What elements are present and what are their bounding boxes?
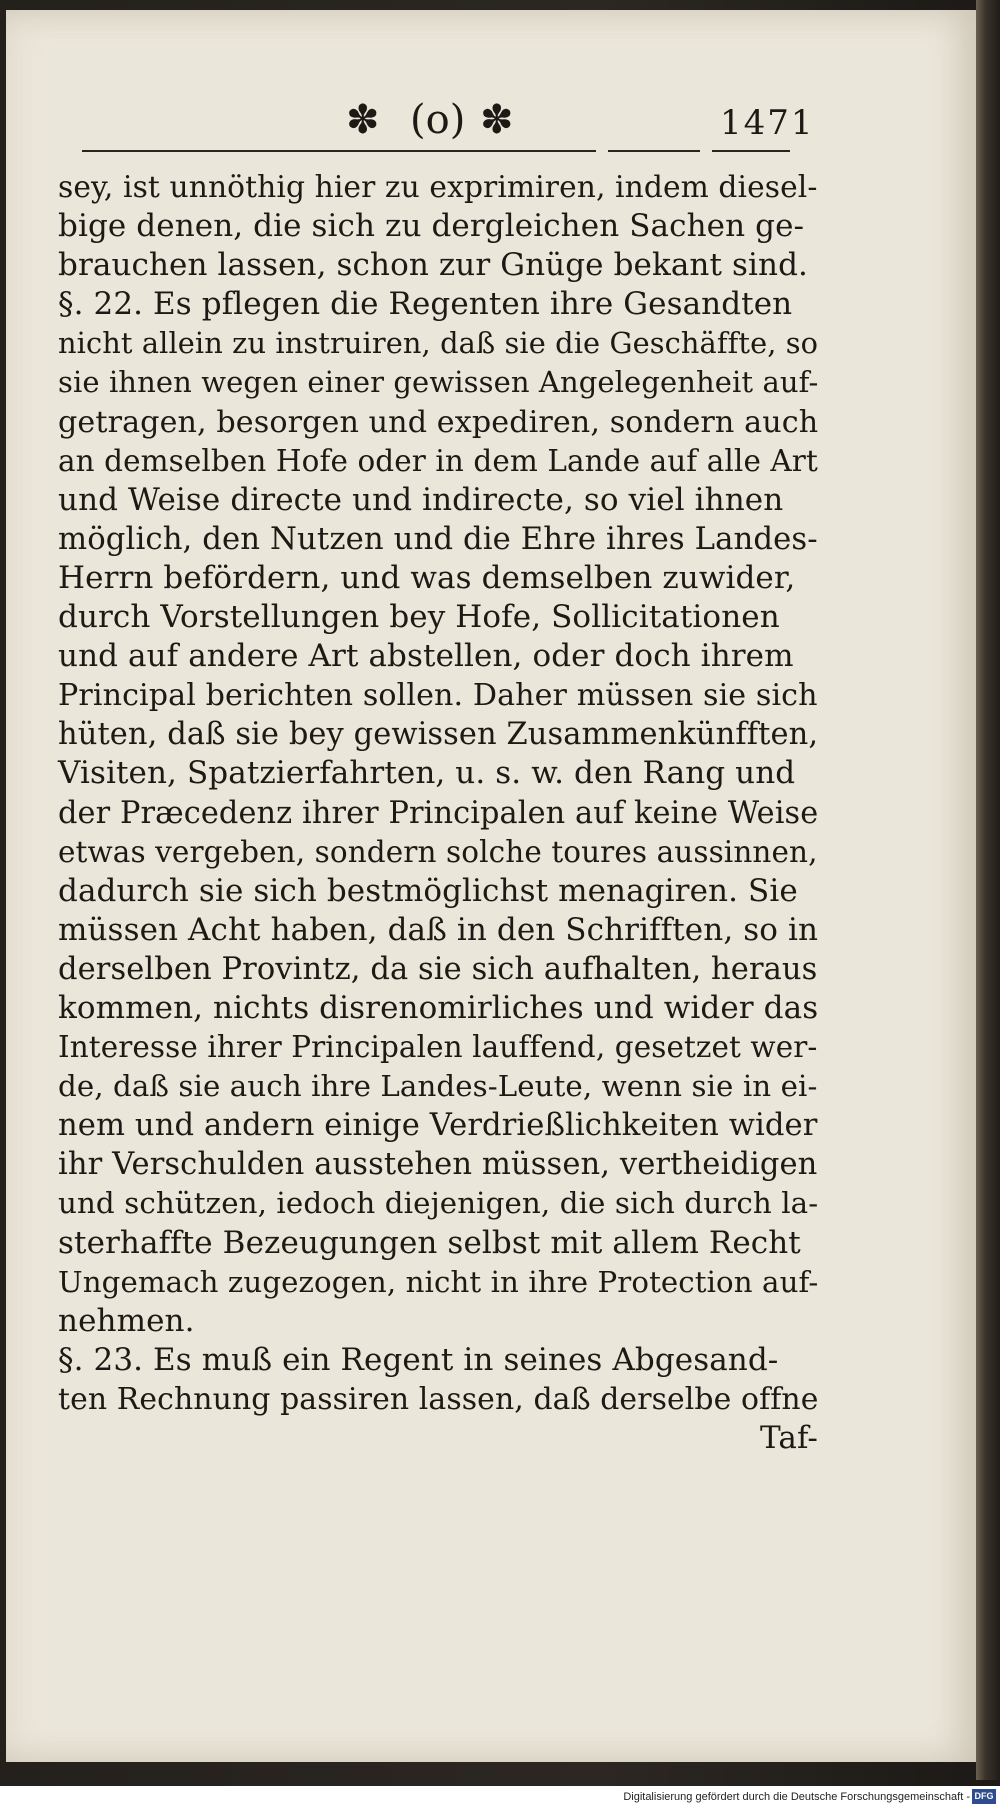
text-line: brauchen lassen, schon zur Gnüge bekant sind. [58,247,808,284]
text-line: Ungemach zugezogen, nicht in ihre Protection auf- [58,1264,819,1299]
header-rule [82,150,596,152]
footer-credit: Digitalisierung gefördert durch die Deutsche Forschungsgemeinschaft - [623,1791,970,1803]
book-edge [976,0,1000,1780]
digitization-footer [0,1786,1000,1808]
text-line: ten Rechnung passiren lassen, daß derselbe offne [58,1381,819,1417]
ornament-icon: ✽ [480,97,514,143]
text-line: der Præcedenz ihrer Principalen auf keine Weise [58,795,819,831]
text-line: §. 23. Es muß ein Regent in seines Abgesand- [58,1341,779,1378]
dfg-logo: DFG [972,1789,996,1804]
text-line: getragen, besorgen und expediren, sondern auch [58,404,819,440]
text-line: und Weise directe und indirecte, so viel ihnen [58,481,784,518]
text-line: sey, ist unnöthig hier zu exprimiren, indem diesel- [58,170,818,205]
text-line: Principal berichten sollen. Daher müssen sie sich [58,678,818,714]
page-number: 1471 [720,103,815,143]
ornament-icon: ✽ [346,97,380,143]
text-line: bige denen, die sich zu dergleichen Sachen ge- [58,208,805,245]
text-line: hüten, daß sie bey gewissen Zusammenkünfften, [58,717,819,753]
header-rule [608,150,700,152]
text-line: an demselben Hofe oder in dem Lande auf alle Art [58,443,818,478]
text-line: Interesse ihrer Principalen lauffend, gesetzet wer- [58,1030,818,1065]
header-rule [712,150,790,152]
text-line: müssen Acht haben, daß in den Schrifften, so in [58,911,819,948]
text-line: §. 22. Es pflegen die Regenten ihre Gesandten [58,286,793,323]
text-line: nehmen. [58,1302,195,1339]
catchword: Taf- [760,1420,818,1456]
text-line: möglich, den Nutzen und die Ehre ihres Landes- [58,520,818,557]
text-line: und schützen, iedoch diejenigen, die sich durch la- [58,1186,819,1221]
text-line: und auf andere Art abstellen, oder doch ihrem [58,638,794,675]
text-line: ihr Verschulden ausstehen müssen, vertheidigen [58,1147,818,1183]
text-line: sterhaffte Bezeugungen selbst mit allem Recht [58,1224,801,1261]
page-header [60,96,820,156]
text-line: derselben Provintz, da sie sich aufhalten, heraus [58,951,818,987]
text-line: kommen, nichts disrenomirliches und wider das [58,989,819,1026]
text-line: dadurch sie sich bestmöglichst menagiren. Sie [58,872,798,909]
text-line: durch Vorstellungen bey Hofe, Sollicitationen [58,599,780,636]
text-line: nem und andern einige Verdrießlichkeiten wider [58,1108,818,1144]
text-line: sie ihnen wegen einer gewissen Angelegenheit auf- [58,365,819,400]
text-line: Visiten, Spatzierfahrten, u. s. w. den Rang und [58,755,796,792]
signature-mark: (o) [410,97,466,143]
text-line: nicht allein zu instruiren, daß sie die Geschäffte, so [58,326,819,361]
text-line: de, daß sie auch ihre Landes-Leute, wenn sie in ei- [58,1069,818,1104]
text-line: etwas vergeben, sondern solche toures aussinnen, [58,834,818,869]
body-text [58,168,818,1458]
text-line: Herrn befördern, und was demselben zuwider, [58,559,796,596]
